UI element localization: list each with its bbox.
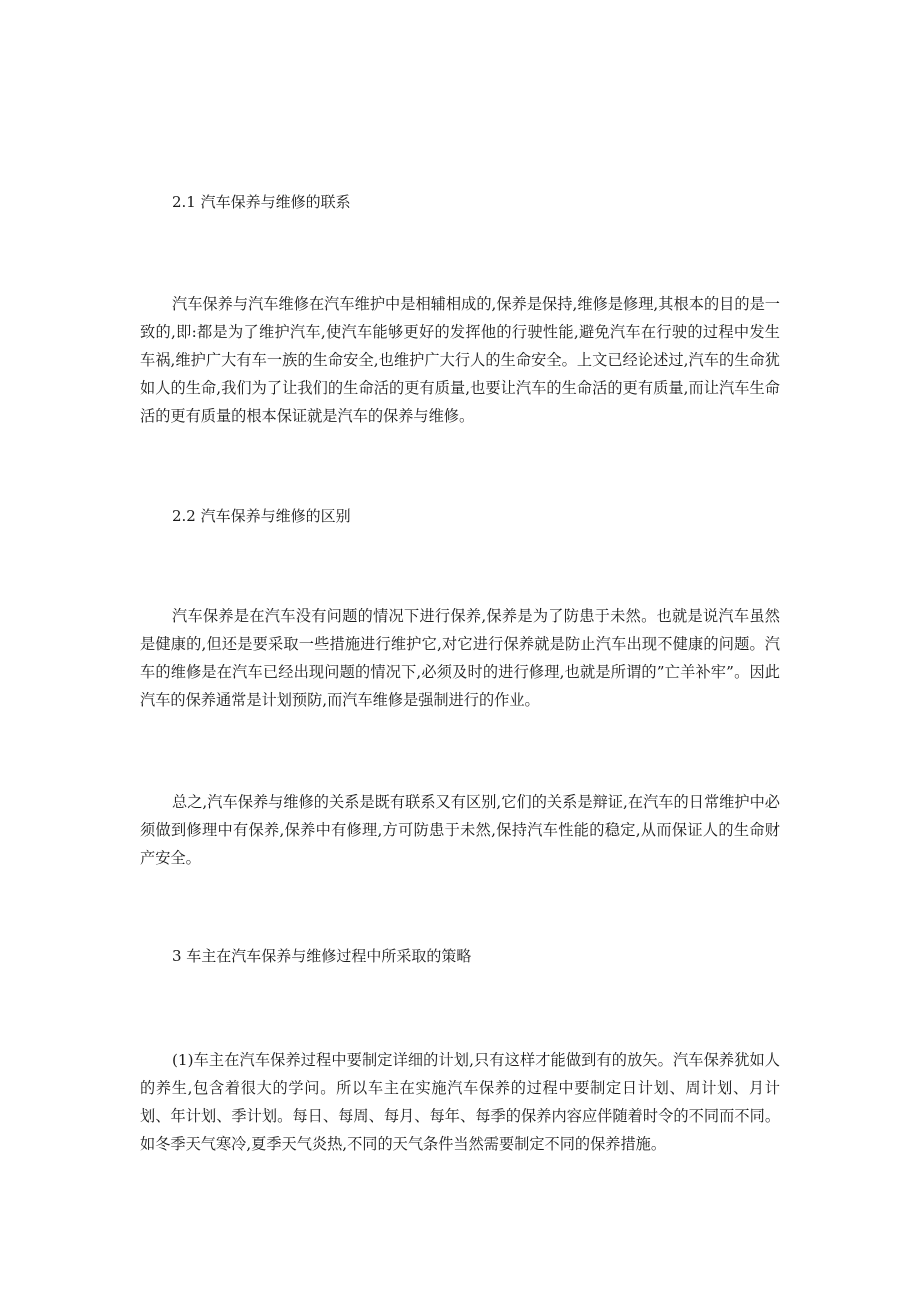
paragraph-strategy-1: (1)车主在汽车保养过程中要制定详细的计划,只有这样才能做到有的放矢。汽车保养犹如人的养生,包含着很大的学问。所以车主在实施汽车保养的过程中要制定日计划、周计划、月计划、年计划、季计划。每日、每周、每月、每年、每季的保养内容应伴随着时令的不同而不同。如冬季天气寒冷,夏季天气炎热,不同的天气条件当然需要制定不同的保养措施。	[140, 1051, 780, 1153]
paragraph-summary: 总之,汽车保养与维修的关系是既有联系又有区别,它们的关系是辩证,在汽车的日常维护中必须做到修理中有保养,保养中有修理,方可防患于未然,保持汽车性能的稳定,从而保证人的生命财产安全。	[140, 793, 780, 867]
section-heading-3: 3 车主在汽车保养与维修过程中所采取的策略	[172, 947, 472, 965]
section-heading-2-1: 2.1 汽车保养与维修的联系	[172, 193, 351, 211]
paragraph-relation: 汽车保养与汽车维修在汽车维护中是相辅相成的,保养是保持,维修是修理,其根本的目的是一致的,即:都是为了维护汽车,使汽车能够更好的发挥他的行驶性能,避免汽车在行驶的过程中发生车祸,维护广大有车一族的生命安全,也维护广大行人的生命安全。上文已经论述过,汽车的生命犹如人的生命,我们为了让我们的生命活的更有质量,也要让汽车的生命活的更有质量,而让汽车生命活的更有质量的根本保证就是汽车的保养与维修。	[140, 295, 780, 425]
section-heading-2-2: 2.2 汽车保养与维修的区别	[172, 507, 351, 525]
paragraph-difference: 汽车保养是在汽车没有问题的情况下进行保养,保养是为了防患于未然。也就是说汽车虽然是健康的,但还是要采取一些措施进行维护它,对它进行保养就是防止汽车出现不健康的问题。汽车的维修是在汽车已经出现问题的情况下,必须及时的进行修理,也就是所谓的”亡羊补牢”。因此汽车的保养通常是计划预防,而汽车维修是强制进行的作业。	[140, 607, 780, 709]
